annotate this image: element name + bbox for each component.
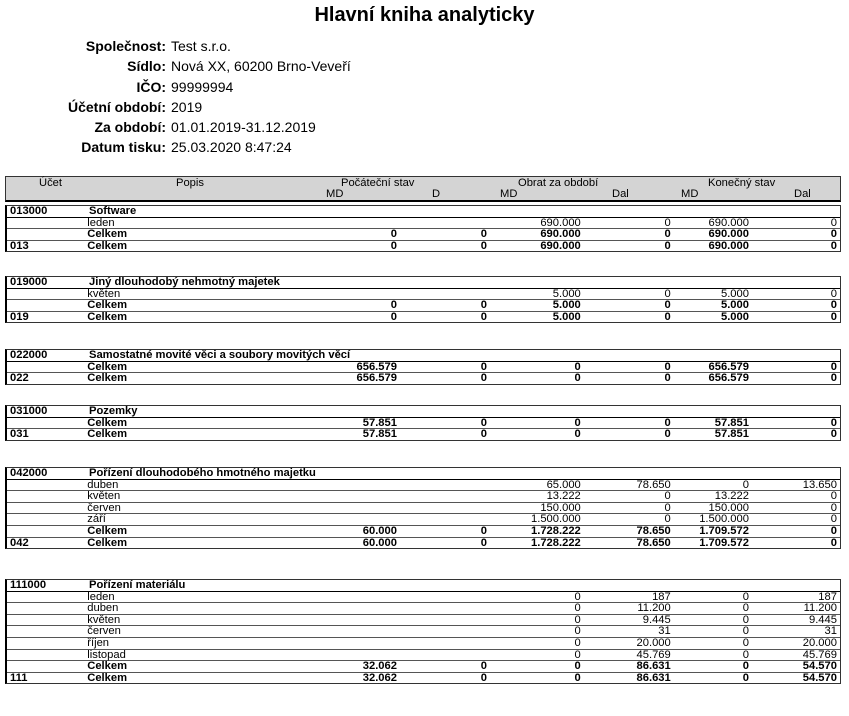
table-row xyxy=(7,650,840,662)
cell-popis: květen xyxy=(87,287,121,300)
cell-ks-md: 0 xyxy=(742,648,749,661)
cell-ps-d xyxy=(400,650,490,661)
cell-popis: Celkem xyxy=(87,671,128,684)
cell-ks-dal: 0 xyxy=(830,416,837,429)
account-block xyxy=(5,205,841,252)
cell-ob-md: 0 xyxy=(574,660,581,673)
account-block xyxy=(5,405,841,441)
cell-popis: květen xyxy=(87,613,121,626)
cell-ps-md: 57.851 xyxy=(362,428,397,441)
cell-ps-d: 0 xyxy=(480,228,487,241)
cell-ks-dal: 11.200 xyxy=(803,602,837,615)
meta-label: Za období: xyxy=(94,119,166,136)
meta-row-ico xyxy=(0,77,351,97)
report-title: Hlavní kniha analyticky xyxy=(314,4,535,26)
meta-row-print-date xyxy=(0,137,351,157)
cell-ps-d: 0 xyxy=(480,536,487,549)
cell-popis: listopad xyxy=(87,648,126,661)
header-ob-md: MD xyxy=(500,188,518,200)
table-row xyxy=(7,373,840,384)
table-row xyxy=(7,312,840,323)
cell-ob-dal: 0 xyxy=(664,228,671,241)
account-code: 013000 xyxy=(10,205,48,217)
cell-ob-dal: 0 xyxy=(664,299,671,312)
cell-ucet xyxy=(7,514,84,525)
cell-ks-dal: 45.769 xyxy=(802,648,837,661)
cell-ob-md: 690.000 xyxy=(540,216,581,229)
account-code: 111000 xyxy=(10,579,47,591)
cell-ob-md: 690.000 xyxy=(540,239,581,252)
cell-ps-md: 0 xyxy=(390,310,397,323)
header-obrat: Obrat za období xyxy=(518,177,599,189)
cell-ucet xyxy=(7,615,84,626)
cell-ob-dal: 11.200 xyxy=(637,602,671,615)
cell-ps-md xyxy=(312,480,400,491)
cell-ucet xyxy=(7,300,84,311)
cell-ucet xyxy=(7,626,84,637)
table-header xyxy=(5,176,841,202)
account-block xyxy=(5,349,841,385)
cell-ks-dal: 0 xyxy=(830,372,837,385)
cell-ob-dal: 0 xyxy=(664,239,671,252)
cell-ks-md: 1.500.000 xyxy=(699,513,749,526)
cell-ucet xyxy=(7,661,84,672)
meta-row-period-range xyxy=(0,117,351,137)
cell-ob-md: 5.000 xyxy=(552,310,581,323)
cell-popis: Celkem xyxy=(87,360,128,373)
account-name: Pořízení dlouhodobého hmotného majetku xyxy=(89,467,316,479)
meta-value: Nová XX, 60200 Brno-Veveří xyxy=(171,58,351,75)
header-ob-dal: Dal xyxy=(612,188,629,200)
cell-ks-dal: 13.650 xyxy=(802,478,837,491)
cell-ob-dal: 0 xyxy=(664,360,671,373)
cell-popis: Celkem xyxy=(87,372,128,385)
header-ps-md: MD xyxy=(326,188,344,200)
cell-ks-md: 150.000 xyxy=(708,501,749,514)
cell-ps-md xyxy=(312,503,400,514)
cell-ks-md: 0 xyxy=(742,602,749,615)
cell-ob-md: 5.000 xyxy=(552,287,581,300)
cell-ucet xyxy=(7,650,84,661)
account-header-row xyxy=(7,468,840,480)
meta-row-address xyxy=(0,56,351,76)
cell-ucet xyxy=(7,503,84,514)
cell-ob-dal: 0 xyxy=(664,428,671,441)
cell-ps-d: 0 xyxy=(480,660,487,673)
cell-popis: Celkem xyxy=(87,299,128,312)
table-row xyxy=(7,615,840,627)
meta-row-fiscal-period xyxy=(0,97,351,117)
account-name: Software xyxy=(89,205,137,217)
cell-ps-md: 32.062 xyxy=(362,671,397,684)
meta-label: Sídlo: xyxy=(127,58,166,75)
cell-ps-md: 656.579 xyxy=(356,372,397,385)
cell-ob-md: 0 xyxy=(574,671,581,684)
account-name: Samostatné movité věci a soubory movitých věcí xyxy=(89,349,351,361)
header-ucet: Účet xyxy=(39,177,63,189)
meta-value: Test s.r.o. xyxy=(171,38,231,54)
cell-ks-md: 0 xyxy=(742,660,749,673)
cell-ucet xyxy=(7,218,84,229)
header-popis: Popis xyxy=(176,177,204,189)
cell-ps-md: 60.000 xyxy=(362,536,397,549)
cell-ucet: 111 xyxy=(10,671,28,684)
cell-popis: říjen xyxy=(87,636,110,649)
cell-ob-md: 0 xyxy=(574,360,581,373)
cell-ucet xyxy=(7,480,84,491)
cell-ob-dal: 0 xyxy=(664,372,671,385)
cell-ps-md xyxy=(312,514,400,525)
cell-ob-md: 1.728.222 xyxy=(531,536,581,549)
table-row xyxy=(7,526,840,538)
cell-ob-dal: 0 xyxy=(664,287,671,300)
cell-popis: červen xyxy=(87,501,121,514)
meta-value: 25.03.2020 8:47:24 xyxy=(171,139,292,156)
cell-ps-d xyxy=(400,503,490,514)
meta-label: Společnost: xyxy=(85,38,166,54)
cell-ob-dal: 31 xyxy=(658,625,671,638)
cell-ks-md: 0 xyxy=(742,613,749,626)
cell-ucet xyxy=(7,526,84,537)
cell-ob-md: 0 xyxy=(574,416,581,429)
cell-ps-d xyxy=(400,615,490,626)
cell-ob-md: 0 xyxy=(574,428,581,441)
cell-ps-d xyxy=(400,626,490,637)
cell-ob-md: 150.000 xyxy=(540,501,581,514)
cell-ob-md: 0 xyxy=(574,625,581,638)
cell-ps-d xyxy=(400,480,490,491)
cell-ucet: 031 xyxy=(10,428,29,441)
cell-ks-dal: 0 xyxy=(830,501,837,514)
cell-ob-md: 13.222 xyxy=(546,490,581,503)
cell-popis: Celkem xyxy=(87,428,128,441)
cell-ks-md: 656.579 xyxy=(708,360,749,373)
meta-value: 01.01.2019-31.12.2019 xyxy=(171,119,316,136)
account-header-row xyxy=(7,580,840,592)
cell-ks-dal: 0 xyxy=(830,428,837,441)
cell-ks-md: 0 xyxy=(742,625,749,638)
cell-ob-md: 0 xyxy=(574,372,581,385)
cell-ks-md: 5.000 xyxy=(720,287,749,300)
cell-ks-dal: 20.000 xyxy=(802,636,837,649)
account-header-row xyxy=(7,277,840,289)
cell-ks-dal: 0 xyxy=(830,360,837,373)
cell-ks-md: 656.579 xyxy=(708,372,749,385)
cell-ps-d xyxy=(400,491,490,502)
cell-ucet xyxy=(7,418,84,429)
cell-ucet xyxy=(7,289,84,300)
cell-ks-md: 690.000 xyxy=(708,239,749,252)
cell-popis: září xyxy=(87,513,106,526)
cell-ks-dal: 54.570 xyxy=(802,671,837,684)
cell-ob-dal: 78.650 xyxy=(636,524,671,537)
cell-ps-md xyxy=(312,289,400,300)
cell-popis: Celkem xyxy=(87,239,128,252)
cell-ks-dal: 0 xyxy=(830,216,837,229)
table-row xyxy=(7,289,840,301)
table-row xyxy=(7,592,840,604)
cell-ps-d xyxy=(400,638,490,649)
cell-ps-md xyxy=(312,626,400,637)
cell-ob-dal: 78.650 xyxy=(636,478,671,491)
account-block xyxy=(5,276,841,323)
cell-ob-dal: 0 xyxy=(664,513,671,526)
header-ps-d: D xyxy=(432,188,441,200)
table-row xyxy=(7,300,840,312)
cell-ucet: 022 xyxy=(10,372,29,385)
cell-ob-dal: 0 xyxy=(664,490,671,503)
table-row xyxy=(7,661,840,673)
meta-label: IČO: xyxy=(136,78,166,95)
cell-ks-md: 57.851 xyxy=(714,428,749,441)
cell-ps-d: 0 xyxy=(480,416,487,429)
meta-row-company xyxy=(0,36,351,56)
cell-ps-d: 0 xyxy=(480,299,487,312)
cell-ps-d: 0 xyxy=(480,524,487,537)
cell-ucet: 042 xyxy=(10,536,29,549)
cell-popis: červen xyxy=(87,625,121,638)
cell-popis: Celkem xyxy=(87,416,128,429)
cell-ks-dal: 9.445 xyxy=(808,613,837,626)
cell-ps-md xyxy=(312,592,400,603)
cell-ks-dal: 0 xyxy=(830,536,837,549)
cell-ob-md: 1.728.222 xyxy=(531,524,581,537)
cell-ps-md xyxy=(312,638,400,649)
meta-value: 99999994 xyxy=(171,78,234,95)
cell-ucet xyxy=(7,491,84,502)
cell-ks-dal: 0 xyxy=(830,228,837,241)
cell-ucet xyxy=(7,592,84,603)
cell-ks-dal: 0 xyxy=(830,239,837,252)
cell-ucet xyxy=(7,603,84,614)
cell-ks-dal: 0 xyxy=(830,299,837,312)
cell-ks-md: 5.000 xyxy=(720,299,749,312)
table-row xyxy=(7,603,840,615)
cell-ps-md xyxy=(312,650,400,661)
cell-ob-md: 0 xyxy=(574,602,581,615)
cell-ks-md: 1.709.572 xyxy=(699,524,749,537)
cell-ks-dal: 0 xyxy=(830,524,837,537)
cell-ks-dal: 0 xyxy=(830,287,837,300)
cell-ob-md: 5.000 xyxy=(552,299,581,312)
cell-ob-md: 1.500.000 xyxy=(531,513,581,526)
cell-ks-md: 690.000 xyxy=(708,216,749,229)
header-pocatecni-stav: Počáteční stav xyxy=(341,177,415,189)
cell-ps-md: 0 xyxy=(390,239,397,252)
cell-ps-d xyxy=(400,592,490,603)
meta-value: 2019 xyxy=(171,98,203,115)
cell-ps-d: 0 xyxy=(480,360,487,373)
cell-ks-md: 13.222 xyxy=(714,490,749,503)
cell-ob-dal: 86.631 xyxy=(636,660,671,673)
account-code: 019000 xyxy=(10,276,48,288)
account-code: 042000 xyxy=(10,467,48,479)
cell-ps-md: 0 xyxy=(390,299,397,312)
cell-ks-dal: 31 xyxy=(824,625,837,638)
cell-ps-md xyxy=(312,603,400,614)
cell-ks-md: 0 xyxy=(742,590,749,603)
account-header-row xyxy=(7,350,840,362)
cell-ob-dal: 0 xyxy=(664,416,671,429)
cell-ob-dal: 0 xyxy=(664,216,671,229)
cell-ks-dal: 187 xyxy=(818,590,837,603)
cell-popis: Celkem xyxy=(87,536,128,549)
cell-ps-d xyxy=(400,514,490,525)
cell-popis: Celkem xyxy=(87,524,128,537)
cell-ps-md xyxy=(312,615,400,626)
cell-ob-md: 0 xyxy=(574,590,581,603)
account-code: 022000 xyxy=(10,349,48,361)
table-row xyxy=(7,538,840,549)
cell-ps-d xyxy=(400,603,490,614)
meta-label: Účetní období: xyxy=(68,98,166,115)
cell-ps-md xyxy=(312,491,400,502)
account-block xyxy=(5,467,841,549)
cell-ob-dal: 45.769 xyxy=(636,648,671,661)
account-header-row xyxy=(7,206,840,218)
cell-ob-dal: 78.650 xyxy=(636,536,671,549)
header-ks-md: MD xyxy=(681,188,699,200)
account-header-row xyxy=(7,406,840,418)
cell-ucet xyxy=(7,229,84,240)
header-konecny-stav: Konečný stav xyxy=(708,177,776,189)
table-row xyxy=(7,429,840,440)
cell-ob-dal: 187 xyxy=(652,590,671,603)
cell-ob-md: 65.000 xyxy=(546,478,581,491)
meta-label: Datum tisku: xyxy=(81,139,166,156)
table-row xyxy=(7,241,840,252)
cell-popis: duben xyxy=(87,478,119,491)
cell-ob-md: 0 xyxy=(574,648,581,661)
cell-ob-dal: 20.000 xyxy=(636,636,671,649)
cell-ob-dal: 0 xyxy=(664,501,671,514)
report-meta xyxy=(0,36,351,158)
cell-ob-md: 690.000 xyxy=(540,228,581,241)
cell-ucet: 013 xyxy=(10,239,29,252)
cell-ks-dal: 54.570 xyxy=(802,660,837,673)
table-row xyxy=(7,626,840,638)
cell-ob-dal: 9.445 xyxy=(642,613,671,626)
cell-ks-dal: 0 xyxy=(830,490,837,503)
header-ks-dal: Dal xyxy=(794,188,811,200)
cell-popis: leden xyxy=(87,216,115,229)
table-row xyxy=(7,673,840,684)
cell-popis: Celkem xyxy=(87,310,128,323)
cell-ps-d xyxy=(400,289,490,300)
cell-ks-md: 0 xyxy=(742,478,749,491)
cell-ps-d: 0 xyxy=(480,372,487,385)
cell-ucet xyxy=(7,638,84,649)
cell-ps-md xyxy=(312,218,400,229)
cell-ks-dal: 0 xyxy=(830,513,837,526)
cell-ks-md: 57.851 xyxy=(714,416,749,429)
account-name: Pořízení materiálu xyxy=(89,579,186,591)
cell-ob-md: 0 xyxy=(574,636,581,649)
cell-ps-d: 0 xyxy=(480,671,487,684)
cell-ks-md: 1.709.572 xyxy=(699,536,749,549)
cell-ucet: 019 xyxy=(10,310,29,323)
table-row xyxy=(7,638,840,650)
account-code: 031000 xyxy=(10,405,48,417)
cell-ks-md: 5.000 xyxy=(720,310,749,323)
cell-ps-md: 32.062 xyxy=(362,660,397,673)
cell-ks-md: 0 xyxy=(742,636,749,649)
cell-ucet xyxy=(7,362,84,373)
cell-ps-d: 0 xyxy=(480,239,487,252)
cell-ps-d: 0 xyxy=(480,428,487,441)
cell-ps-md: 60.000 xyxy=(362,524,397,537)
cell-ps-md: 57.851 xyxy=(362,416,397,429)
cell-popis: Celkem xyxy=(87,660,128,673)
cell-ks-md: 690.000 xyxy=(708,228,749,241)
cell-ob-md: 0 xyxy=(574,613,581,626)
cell-popis: květen xyxy=(87,490,121,503)
cell-ks-dal: 0 xyxy=(830,310,837,323)
account-name: Jiný dlouhodobý nehmotný majetek xyxy=(89,276,280,288)
cell-popis: Celkem xyxy=(87,228,128,241)
cell-ps-md: 0 xyxy=(390,228,397,241)
cell-ob-dal: 0 xyxy=(664,310,671,323)
cell-ps-md: 656.579 xyxy=(356,360,397,373)
cell-ps-d: 0 xyxy=(480,310,487,323)
cell-ps-d xyxy=(400,218,490,229)
cell-ks-md: 0 xyxy=(742,671,749,684)
cell-ob-dal: 86.631 xyxy=(636,671,671,684)
cell-popis: duben xyxy=(87,602,119,615)
cell-popis: leden xyxy=(87,590,115,603)
account-block xyxy=(5,579,841,684)
account-name: Pozemky xyxy=(89,405,138,417)
